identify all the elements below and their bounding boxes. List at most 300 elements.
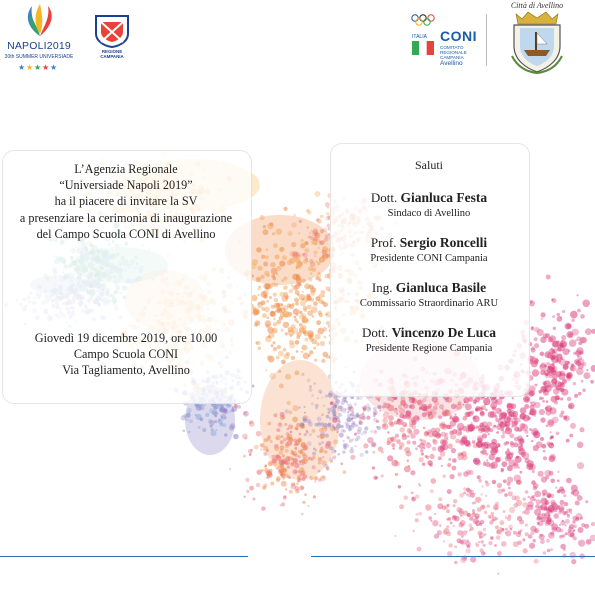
particle-dot (336, 431, 338, 433)
particle-dot (346, 422, 350, 426)
particle-dot (562, 511, 566, 515)
particle-dot (541, 318, 543, 320)
particle-dot (307, 260, 309, 262)
particle-dot (476, 441, 483, 448)
particle-dot (257, 294, 259, 296)
particle-dot (295, 252, 300, 257)
particle-dot (376, 420, 379, 423)
particle-dot (547, 517, 552, 522)
particle-dot (505, 532, 507, 534)
speaker-prefix: Ing. (371, 280, 393, 295)
particle-dot (531, 428, 539, 436)
speaker-title: Presidente CONI Campania (370, 253, 488, 264)
particle-dot (303, 406, 305, 408)
particle-dot (569, 434, 573, 438)
particle-dot (563, 416, 567, 420)
particle-dot (495, 408, 501, 414)
particle-dot (223, 423, 227, 427)
particle-dot (302, 501, 305, 504)
particle-dot (319, 241, 321, 243)
particle-dot (557, 358, 561, 362)
particle-dot (458, 401, 462, 405)
particle-dot (510, 403, 516, 409)
particle-dot (274, 446, 279, 451)
avellino-coat-of-arms-icon (508, 10, 566, 74)
particle-dot (395, 473, 398, 476)
particle-dot (486, 459, 488, 461)
particle-dot (536, 499, 541, 504)
particle-dot (419, 457, 424, 462)
particle-dot (296, 350, 299, 353)
speaker-name: Gianluca Basile (395, 280, 487, 295)
particle-dot (466, 443, 471, 448)
particle-dot (379, 410, 381, 412)
invitation-text (2, 161, 250, 242)
particle-dot (487, 505, 490, 508)
particle-dot (303, 458, 306, 461)
particle-dot (543, 506, 548, 511)
particle-dot (291, 356, 295, 360)
particle-dot (351, 417, 353, 419)
invitation-line: ha il piacere di invitare la SV (54, 194, 198, 209)
particle-dot (516, 532, 521, 537)
particle-dot (237, 405, 241, 409)
particle-dot (303, 418, 307, 422)
particle-dot (258, 347, 262, 351)
particle-dot (486, 483, 490, 487)
particle-dot (550, 479, 555, 484)
particle-dot (536, 441, 543, 448)
particle-dot (338, 413, 342, 417)
particle-dot (509, 433, 514, 438)
event-venue: Campo Scuola CONI (73, 347, 179, 362)
particle-dot (564, 502, 568, 506)
particle-dot (274, 303, 280, 309)
particle-dot (450, 522, 452, 524)
particle-dot (349, 439, 353, 443)
particle-dot (295, 454, 299, 458)
svg-text:★: ★ (26, 63, 34, 71)
particle-dot (559, 524, 561, 526)
particle-dot (516, 500, 522, 506)
particle-dot (256, 277, 261, 282)
particle-dot (296, 313, 299, 316)
particle-dot (522, 538, 525, 541)
particle-dot (578, 392, 582, 396)
particle-dot (485, 409, 487, 411)
particle-dot (525, 532, 529, 536)
particle-dot (540, 539, 545, 544)
particle-dot (494, 415, 497, 418)
particle-dot (356, 435, 360, 439)
particle-dot (292, 458, 298, 464)
particle-dot (469, 529, 472, 532)
particle-dot (473, 415, 480, 422)
particle-dot (480, 520, 484, 524)
particle-dot (539, 409, 545, 415)
particle-dot (347, 414, 351, 418)
particle-dot (507, 477, 513, 483)
particle-dot (372, 466, 375, 469)
particle-dot (495, 507, 498, 510)
particle-dot (311, 394, 313, 396)
particle-dot (467, 424, 474, 431)
particle-dot (260, 275, 264, 279)
particle-dot (572, 520, 575, 523)
particle-dot (434, 534, 439, 539)
particle-dot (477, 507, 482, 512)
particle-dot (308, 505, 310, 507)
particle-dot (360, 453, 364, 457)
particle-dot (420, 449, 423, 452)
particle-dot (531, 440, 533, 442)
particle-dot (543, 456, 547, 460)
particle-dot (401, 397, 406, 402)
particle-dot (267, 435, 270, 438)
particle-dot (261, 307, 265, 311)
particle-dot (404, 496, 409, 501)
particle-dot (296, 274, 300, 278)
particle-dot (304, 493, 307, 496)
particle-dot (519, 520, 524, 525)
particle-dot (477, 435, 484, 442)
particle-dot (293, 214, 296, 217)
particle-dot (350, 455, 355, 460)
particle-dot (289, 289, 293, 293)
particle-dot (488, 433, 490, 435)
particle-dot (412, 441, 416, 445)
particle-dot (256, 431, 262, 437)
particle-dot (445, 433, 448, 436)
particle-dot (492, 519, 495, 522)
particle-dot (548, 515, 550, 517)
particle-dot (300, 452, 302, 454)
particle-dot (470, 493, 475, 498)
particle-dot (440, 451, 446, 457)
particle-dot (328, 393, 333, 398)
particle-dot (287, 304, 291, 308)
particle-dot (575, 501, 580, 506)
particle-dot (229, 425, 235, 431)
regione-campania-crest-icon (93, 14, 131, 48)
particle-dot (489, 517, 491, 519)
particle-dot (275, 254, 280, 259)
particle-dot (271, 344, 274, 347)
particle-dot (381, 451, 384, 454)
particle-dot (323, 302, 328, 307)
particle-dot (407, 435, 409, 437)
particle-dot (443, 528, 449, 534)
particle-dot (347, 403, 349, 405)
particle-dot (412, 425, 417, 430)
particle-dot (260, 215, 265, 220)
particle-dot (530, 496, 535, 501)
particle-dot (307, 226, 309, 228)
particle-dot (546, 373, 549, 376)
particle-dot (459, 540, 464, 545)
particle-dot (508, 491, 513, 496)
particle-dot (566, 331, 573, 338)
particle-dot (557, 479, 560, 482)
particle-dot (292, 285, 298, 291)
particle-dot (432, 439, 436, 443)
particle-dot (496, 535, 500, 539)
particle-dot (554, 371, 557, 374)
particle-dot (446, 509, 450, 513)
particle-dot (277, 309, 280, 312)
particle-dot (503, 479, 507, 483)
particle-dot (281, 473, 285, 477)
particle-dot (570, 311, 578, 319)
particle-dot (475, 542, 478, 545)
particle-dot (332, 417, 338, 423)
particle-dot (251, 295, 257, 301)
particle-dot (415, 447, 418, 450)
particle-dot (301, 345, 307, 351)
particle-dot (511, 421, 517, 427)
particle-dot (332, 409, 336, 413)
universiade-stars-icon (18, 62, 60, 71)
speaker-prefix: Dott. (361, 325, 389, 340)
particle-dot (312, 267, 317, 272)
particle-dot (311, 230, 314, 233)
particle-dot (279, 261, 285, 267)
particle-dot (461, 535, 464, 538)
particle-dot (269, 373, 276, 380)
particle-dot (531, 327, 535, 331)
particle-dot (418, 512, 422, 516)
particle-dot (557, 490, 561, 494)
particle-dot (326, 424, 329, 427)
particle-dot (438, 497, 442, 501)
particle-dot (391, 400, 394, 403)
particle-dot (209, 420, 215, 426)
particle-dot (245, 478, 249, 482)
particle-dot (485, 462, 490, 467)
particle-dot (573, 382, 576, 385)
particle-dot (209, 408, 214, 413)
particle-dot (586, 369, 588, 371)
particle-dot (300, 470, 305, 475)
particle-dot (257, 288, 260, 291)
particle-dot (402, 415, 406, 419)
particle-dot (263, 225, 266, 228)
particle-dot (532, 470, 535, 473)
particle-dot (348, 428, 352, 432)
particle-dot (430, 520, 432, 522)
bottom-rule-right (311, 556, 595, 557)
particle-dot (411, 419, 415, 423)
speaker-title: Sindaco di Avellino (387, 208, 471, 219)
particle-dot (270, 440, 273, 443)
particle-dot (298, 261, 303, 266)
particle-dot (473, 400, 477, 404)
particle-dot (448, 517, 452, 521)
particle-dot (510, 414, 513, 417)
particle-dot (553, 513, 559, 519)
particle-dot (267, 355, 272, 360)
particle-dot (317, 219, 322, 224)
particle-dot (343, 440, 345, 442)
particle-dot (213, 406, 217, 410)
particle-dot (463, 487, 466, 490)
particle-dot (477, 475, 481, 479)
particle-dot (218, 419, 221, 422)
particle-dot (471, 512, 476, 517)
particle-dot (313, 301, 318, 306)
speaker-title: Commissario Straordinario ARU (359, 298, 499, 309)
particle-dot (267, 475, 271, 479)
particle-dot (342, 450, 346, 454)
particle-dot (282, 255, 287, 260)
particle-dot (399, 427, 405, 433)
particle-dot (296, 335, 300, 339)
particle-dot (525, 458, 530, 463)
particle-dot (422, 398, 426, 402)
particle-dot (229, 468, 231, 470)
particle-dot (457, 423, 464, 430)
particle-dot (287, 434, 292, 439)
particle-dot (497, 483, 502, 488)
particle-dot (306, 431, 309, 434)
particle-dot (273, 277, 277, 281)
particle-dot (288, 424, 293, 429)
particle-dot (370, 430, 373, 433)
particle-dot (309, 388, 313, 392)
particle-dot (320, 423, 324, 427)
speaker-entry (330, 235, 528, 267)
particle-dot (367, 437, 373, 443)
italian-flag-icon (412, 41, 434, 55)
particle-dot (540, 534, 543, 537)
particle-dot (291, 242, 296, 247)
particle-dot (299, 460, 302, 463)
particle-dot (273, 243, 278, 248)
particle-dot (516, 456, 519, 459)
particle-dot (415, 518, 419, 522)
particle-dot (276, 356, 280, 360)
citta-avellino-label: Città di Avellino (510, 1, 564, 10)
particle-dot (408, 431, 412, 435)
particle-dot (531, 346, 535, 350)
particle-dot (291, 222, 297, 228)
particle-dot (359, 414, 365, 420)
particle-dot (546, 539, 550, 543)
particle-dot (422, 453, 424, 455)
particle-dot (288, 410, 292, 414)
particle-dot (566, 439, 570, 443)
particle-dot (268, 422, 272, 426)
particle-dot (479, 536, 482, 539)
particle-dot (534, 343, 539, 348)
particle-dot (577, 442, 584, 449)
particle-dot (304, 248, 309, 253)
particle-dot (261, 469, 264, 472)
particle-dot (473, 458, 480, 465)
particle-dot (463, 471, 469, 477)
particle-dot (276, 467, 279, 470)
particle-dot (337, 453, 340, 456)
particle-dot (560, 489, 565, 494)
particle-dot (294, 443, 297, 446)
particle-dot (273, 413, 277, 417)
particle-dot (315, 423, 318, 426)
particle-dot (252, 309, 258, 315)
particle-dot (362, 430, 366, 434)
particle-dot (469, 517, 473, 521)
particle-dot (337, 428, 339, 430)
particle-dot (409, 405, 412, 408)
particle-dot (300, 300, 306, 306)
particle-dot (517, 480, 522, 485)
particle-dot (382, 405, 385, 408)
particle-dot (421, 439, 427, 445)
particle-dot (553, 348, 558, 353)
event-address: Via Tagliamento, Avellino (62, 363, 190, 378)
particle-dot (302, 452, 306, 456)
speaker-name: Gianluca Festa (400, 190, 488, 205)
speaker-prefix: Dott. (370, 190, 398, 205)
particle-dot (543, 450, 546, 453)
particle-dot (497, 573, 499, 575)
particle-dot (547, 366, 549, 368)
particle-dot (378, 406, 381, 409)
particle-dot (301, 373, 304, 376)
particle-dot (454, 413, 456, 415)
particle-dot (314, 250, 318, 254)
particle-dot (301, 239, 304, 242)
particle-dot (581, 380, 584, 383)
invitation-line: L’Agenzia Regionale (74, 162, 178, 176)
particle-dot (561, 335, 566, 340)
particle-dot (497, 489, 502, 494)
particle-dot (298, 470, 301, 473)
particle-dot (355, 445, 357, 447)
particle-dot (260, 444, 264, 448)
particle-dot (220, 414, 226, 420)
particle-dot (301, 513, 304, 516)
particle-dot (309, 350, 313, 354)
particle-dot (320, 432, 325, 437)
particle-dot (316, 320, 321, 325)
particle-dot (388, 415, 394, 421)
particle-dot (314, 481, 316, 483)
particle-dot (313, 382, 316, 385)
particle-dot (284, 423, 287, 426)
particle-dot (413, 429, 419, 435)
particle-dot (301, 279, 305, 283)
particle-dot (475, 497, 481, 503)
particle-dot (411, 492, 414, 495)
particle-dot (273, 293, 277, 297)
particle-dot (495, 418, 499, 422)
particle-dot (279, 504, 281, 506)
particle-dot (496, 424, 502, 430)
particle-dot (512, 411, 518, 417)
olympic-rings-icon (411, 14, 437, 26)
particle-dot (249, 421, 255, 427)
particle-dot (452, 466, 457, 471)
particle-dot (309, 285, 314, 290)
particle-dot (491, 439, 497, 445)
particle-dot (229, 410, 232, 413)
particle-dot (256, 483, 260, 487)
particle-dot (446, 397, 452, 403)
particle-dot (318, 272, 321, 275)
particle-dot (467, 545, 471, 549)
particle-dot (285, 442, 289, 446)
particle-dot (540, 437, 544, 441)
